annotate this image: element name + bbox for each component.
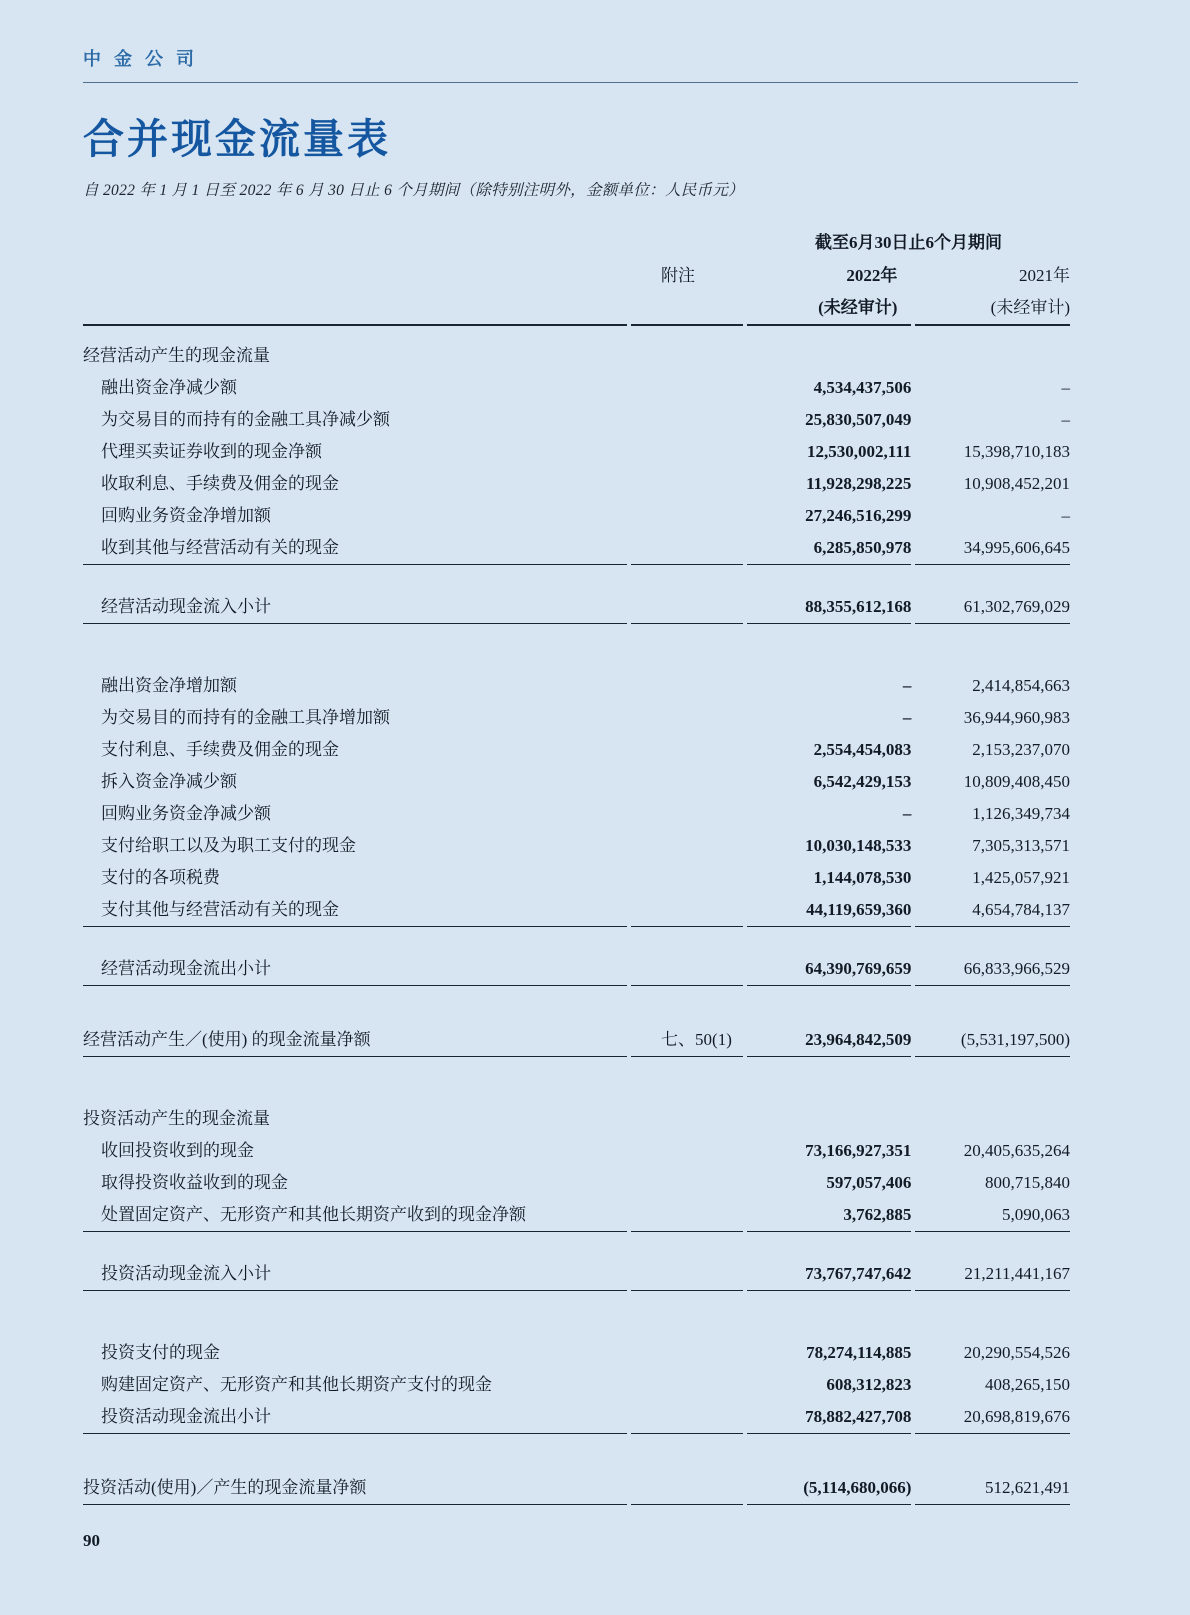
unaudited-header-row [83, 292, 1070, 326]
table-row [83, 1258, 1070, 1291]
row-note [631, 830, 743, 862]
spacer-row [83, 1291, 1070, 1337]
page-number: 90 [83, 1531, 100, 1551]
row-note [631, 1369, 743, 1401]
row-label: 支付给职工以及为职工支付的现金 [101, 836, 356, 856]
row-label: 投资活动现金流出小计 [83, 1401, 627, 1434]
row-value-2022: 608,312,823 [826, 1375, 912, 1395]
row-value-2022: 78,882,427,708 [747, 1401, 911, 1434]
row-label: 投资活动现金流入小计 [83, 1258, 627, 1291]
table-row [83, 1135, 1070, 1167]
row-value-2021: 800,715,840 [985, 1173, 1070, 1193]
table-row [83, 1199, 1070, 1232]
row-note [631, 1103, 743, 1135]
unaudited-label-2021: (未经审计) [915, 292, 1070, 326]
row-value-2021: 408,265,150 [985, 1375, 1070, 1395]
row-value-2022: 78,274,114,885 [806, 1343, 912, 1363]
table-row [83, 894, 1070, 927]
row-label: 投资活动(使用)／产生的现金流量净额 [83, 1472, 627, 1505]
row-note [631, 953, 743, 986]
table-row [83, 670, 1070, 702]
row-note [631, 1167, 743, 1199]
table-row [83, 591, 1070, 624]
row-value-2022: 2,554,454,083 [813, 740, 912, 760]
row-note [631, 1472, 743, 1505]
row-value-2022: 73,166,927,351 [805, 1141, 912, 1161]
row-label: 为交易目的而持有的金融工具净增加额 [101, 708, 390, 728]
row-note [631, 372, 743, 404]
spacer-row [83, 565, 1070, 591]
table-row [83, 1472, 1070, 1505]
row-label: 处置固定资产、无形资产和其他长期资产收到的现金净额 [83, 1199, 627, 1232]
row-value-2021: 15,398,710,183 [963, 442, 1070, 462]
row-value-2021 [915, 1103, 1070, 1135]
row-value-2021: 2,414,854,663 [972, 676, 1070, 696]
row-value-2021: – [1061, 506, 1070, 526]
row-note [631, 1337, 743, 1369]
row-value-2022: – [902, 676, 912, 696]
row-label: 收回投资收到的现金 [101, 1141, 254, 1161]
row-label: 经营活动产生的现金流量 [83, 346, 270, 366]
row-value-2022: 6,285,850,978 [747, 532, 911, 565]
table-row [83, 436, 1070, 468]
table-row [83, 1024, 1070, 1057]
row-note: 七、50(1) [631, 1024, 743, 1057]
page-title: 合并现金流量表 [83, 116, 391, 162]
row-value-2022: 597,057,406 [826, 1173, 912, 1193]
row-label: 经营活动产生／(使用) 的现金流量净额 [83, 1024, 627, 1057]
row-value-2022: – [902, 804, 912, 824]
row-note [631, 702, 743, 734]
unaudited-label-2022: (未经审计) [747, 292, 911, 326]
row-note [631, 798, 743, 830]
row-value-2021: (5,531,197,500) [915, 1024, 1070, 1057]
table-row [83, 734, 1070, 766]
column-header-note: 附注 [661, 266, 696, 286]
row-label: 支付其他与经营活动有关的现金 [83, 894, 627, 927]
row-value-2022: – [902, 708, 912, 728]
table-row [83, 830, 1070, 862]
row-note [631, 1401, 743, 1434]
row-label: 投资活动产生的现金流量 [83, 1109, 270, 1129]
row-note [631, 766, 743, 798]
row-value-2022: 23,964,842,509 [747, 1024, 911, 1057]
row-value-2022: (5,114,680,066) [747, 1472, 911, 1505]
period-header-row [83, 226, 1070, 260]
cash-flow-table [79, 226, 1074, 1505]
row-value-2021: 1,126,349,734 [972, 804, 1070, 824]
row-value-2022: 44,119,659,360 [747, 894, 911, 927]
table-row [83, 532, 1070, 565]
section-header-row [83, 1103, 1070, 1135]
row-label: 收到其他与经营活动有关的现金 [83, 532, 627, 565]
row-note [631, 404, 743, 436]
spacer-row [83, 986, 1070, 1024]
row-value-2021: 512,621,491 [915, 1472, 1070, 1505]
row-value-2022: 25,830,507,049 [805, 410, 912, 430]
row-value-2021: 20,698,819,676 [915, 1401, 1070, 1434]
row-note [631, 862, 743, 894]
row-value-2022: 1,144,078,530 [813, 868, 912, 888]
row-value-2021: 10,908,452,201 [963, 474, 1070, 494]
row-note [631, 532, 743, 565]
row-label: 经营活动现金流入小计 [83, 591, 627, 624]
row-value-2022: 4,534,437,506 [813, 378, 912, 398]
table-row [83, 372, 1070, 404]
row-label: 支付利息、手续费及佣金的现金 [101, 740, 339, 760]
row-value-2021: 34,995,606,645 [915, 532, 1070, 565]
row-value-2021 [915, 340, 1070, 372]
row-value-2021: 21,211,441,167 [915, 1258, 1070, 1291]
table-row [83, 1167, 1070, 1199]
row-label: 取得投资收益收到的现金 [101, 1173, 288, 1193]
row-note [631, 1258, 743, 1291]
spacer-row [83, 927, 1070, 953]
row-note [631, 500, 743, 532]
table-row [83, 1337, 1070, 1369]
table-row [83, 500, 1070, 532]
table-row [83, 1369, 1070, 1401]
row-value-2021: 66,833,966,529 [915, 953, 1070, 986]
year-header-row [83, 260, 1070, 292]
period-header: 截至6月30日止6个月期间 [814, 233, 1002, 253]
row-note [631, 1135, 743, 1167]
row-value-2022 [747, 1103, 911, 1135]
row-note [631, 1199, 743, 1232]
table-row [83, 1401, 1070, 1434]
row-value-2021: 20,405,635,264 [963, 1141, 1070, 1161]
row-value-2021: 20,290,554,526 [963, 1343, 1070, 1363]
row-value-2022 [747, 340, 911, 372]
row-label: 融出资金净增加额 [101, 676, 237, 696]
row-label: 购建固定资产、无形资产和其他长期资产支付的现金 [101, 1375, 492, 1395]
row-label: 回购业务资金净增加额 [101, 506, 271, 526]
row-value-2022: 6,542,429,153 [813, 772, 912, 792]
row-value-2021: – [1061, 378, 1070, 398]
row-note [631, 670, 743, 702]
table-row [83, 702, 1070, 734]
row-note [631, 894, 743, 927]
table-row [83, 862, 1070, 894]
row-value-2021: 36,944,960,983 [963, 708, 1070, 728]
header-divider [83, 82, 1078, 83]
table-row [83, 404, 1070, 436]
table-row [83, 953, 1070, 986]
row-note [631, 734, 743, 766]
column-header-2022: 2022年 [846, 266, 898, 286]
row-value-2021: 61,302,769,029 [915, 591, 1070, 624]
spacer-row [83, 1057, 1070, 1103]
row-value-2021: 4,654,784,137 [915, 894, 1070, 927]
row-note [631, 591, 743, 624]
row-label: 代理买卖证券收到的现金净额 [101, 442, 322, 462]
table-row [83, 798, 1070, 830]
row-note [631, 340, 743, 372]
row-value-2021: 5,090,063 [915, 1199, 1070, 1232]
row-label: 融出资金净减少额 [101, 378, 237, 398]
row-value-2022: 88,355,612,168 [747, 591, 911, 624]
table-row [83, 766, 1070, 798]
row-value-2021: – [1061, 410, 1070, 430]
row-label: 回购业务资金净减少额 [101, 804, 271, 824]
page-subtitle: 自 2022 年 1 月 1 日至 2022 年 6 月 30 日止 6 个月期间（除特别注明外，金额单位：人民币元） [83, 182, 744, 200]
table-row [83, 468, 1070, 500]
row-value-2021: 7,305,313,571 [972, 836, 1070, 856]
row-value-2021: 2,153,237,070 [972, 740, 1070, 760]
row-value-2022: 11,928,298,225 [806, 474, 912, 494]
row-note [631, 436, 743, 468]
row-value-2022: 27,246,516,299 [805, 506, 912, 526]
section-header-row [83, 340, 1070, 372]
company-name: 中金公司 [83, 49, 207, 69]
spacer-row [83, 1434, 1070, 1472]
spacer-row [83, 1232, 1070, 1258]
spacer-row [83, 624, 1070, 670]
row-label: 收取利息、手续费及佣金的现金 [101, 474, 339, 494]
row-label: 拆入资金净减少额 [101, 772, 237, 792]
row-value-2022: 64,390,769,659 [747, 953, 911, 986]
row-note [631, 468, 743, 500]
row-value-2022: 3,762,885 [747, 1199, 911, 1232]
row-value-2022: 12,530,002,111 [807, 442, 912, 462]
row-label: 支付的各项税费 [101, 868, 220, 888]
row-value-2022: 73,767,747,642 [747, 1258, 911, 1291]
row-label: 为交易目的而持有的金融工具净减少额 [101, 410, 390, 430]
row-value-2021: 1,425,057,921 [972, 868, 1070, 888]
row-value-2022: 10,030,148,533 [805, 836, 912, 856]
column-header-2021: 2021年 [1019, 266, 1070, 286]
row-label: 投资支付的现金 [101, 1343, 220, 1363]
row-label: 经营活动现金流出小计 [83, 953, 627, 986]
row-value-2021: 10,809,408,450 [963, 772, 1070, 792]
